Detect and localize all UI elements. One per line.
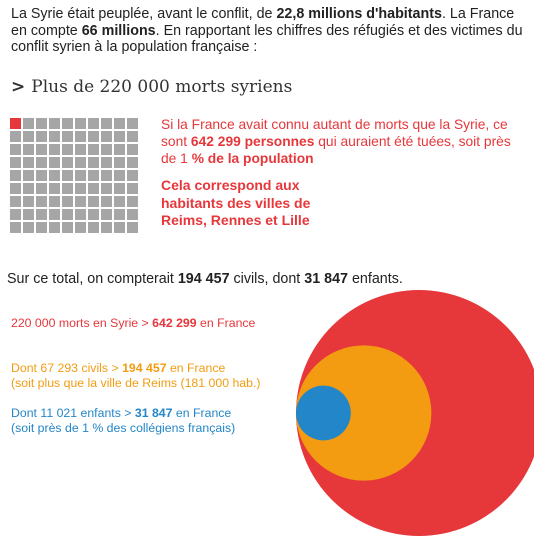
total-children: 31 847 — [304, 271, 348, 287]
intro-syria-population: 22,8 millions d'habitants — [276, 6, 442, 22]
legend-orange-suffix: en France — [166, 361, 226, 375]
legend-red-suffix: en France — [196, 316, 256, 330]
comparison-deaths-figure: 642 299 personnes — [190, 134, 315, 149]
total-text-2: civils, dont — [229, 271, 305, 287]
legend-blue-figure: 31 847 — [134, 406, 173, 420]
section-title-text: Plus de 220 000 morts syriens — [31, 77, 293, 97]
comparison-text-1: Si la France avait connu autant de morts que la Syrie, ce sont — [161, 117, 508, 149]
intro-france-population: 66 millions — [81, 22, 156, 39]
total-text-3: enfants. — [347, 271, 403, 287]
legend-blue-suffix: en France — [172, 406, 232, 420]
cities-callout-line: habitants des villes de — [161, 194, 311, 211]
intro-text-3: . En rapportant les chiffres des réfugiés et des victimes du conflit syrien à la population française : — [11, 22, 523, 56]
legend-orange-text: Dont 67 293 civils > — [11, 361, 123, 375]
intro-text-1: La Syrie était peuplée, avant le conflit, de — [11, 6, 277, 22]
cities-callout-line: Reims, Rennes et Lille — [161, 212, 310, 228]
legend-red-text: 220 000 morts en Syrie > — [11, 316, 153, 330]
comparison-percent: % de la population — [191, 151, 314, 166]
total-civilians: 194 457 — [177, 271, 230, 287]
chevron-right-icon: > — [11, 77, 26, 97]
legend-orange-figure: 194 457 — [122, 361, 167, 375]
cities-callout-line: Cela correspond aux — [161, 177, 300, 193]
legend-red-figure: 642 299 — [152, 316, 197, 330]
intro-text-2: . La France en compte — [11, 6, 515, 39]
total-text-1: Sur ce total, on compterait — [7, 271, 178, 287]
circle-children — [296, 386, 351, 441]
legend-orange-note: (soit plus que la ville de Reims (181 000 hab.) — [11, 376, 261, 390]
legend-blue-text: Dont 11 021 enfants > — [11, 406, 135, 420]
comparison-text-2: qui auraient été tuées, soit près de 1 — [161, 134, 511, 166]
legend-blue-note: (soit près de 1 % des collégiens français) — [11, 421, 236, 435]
